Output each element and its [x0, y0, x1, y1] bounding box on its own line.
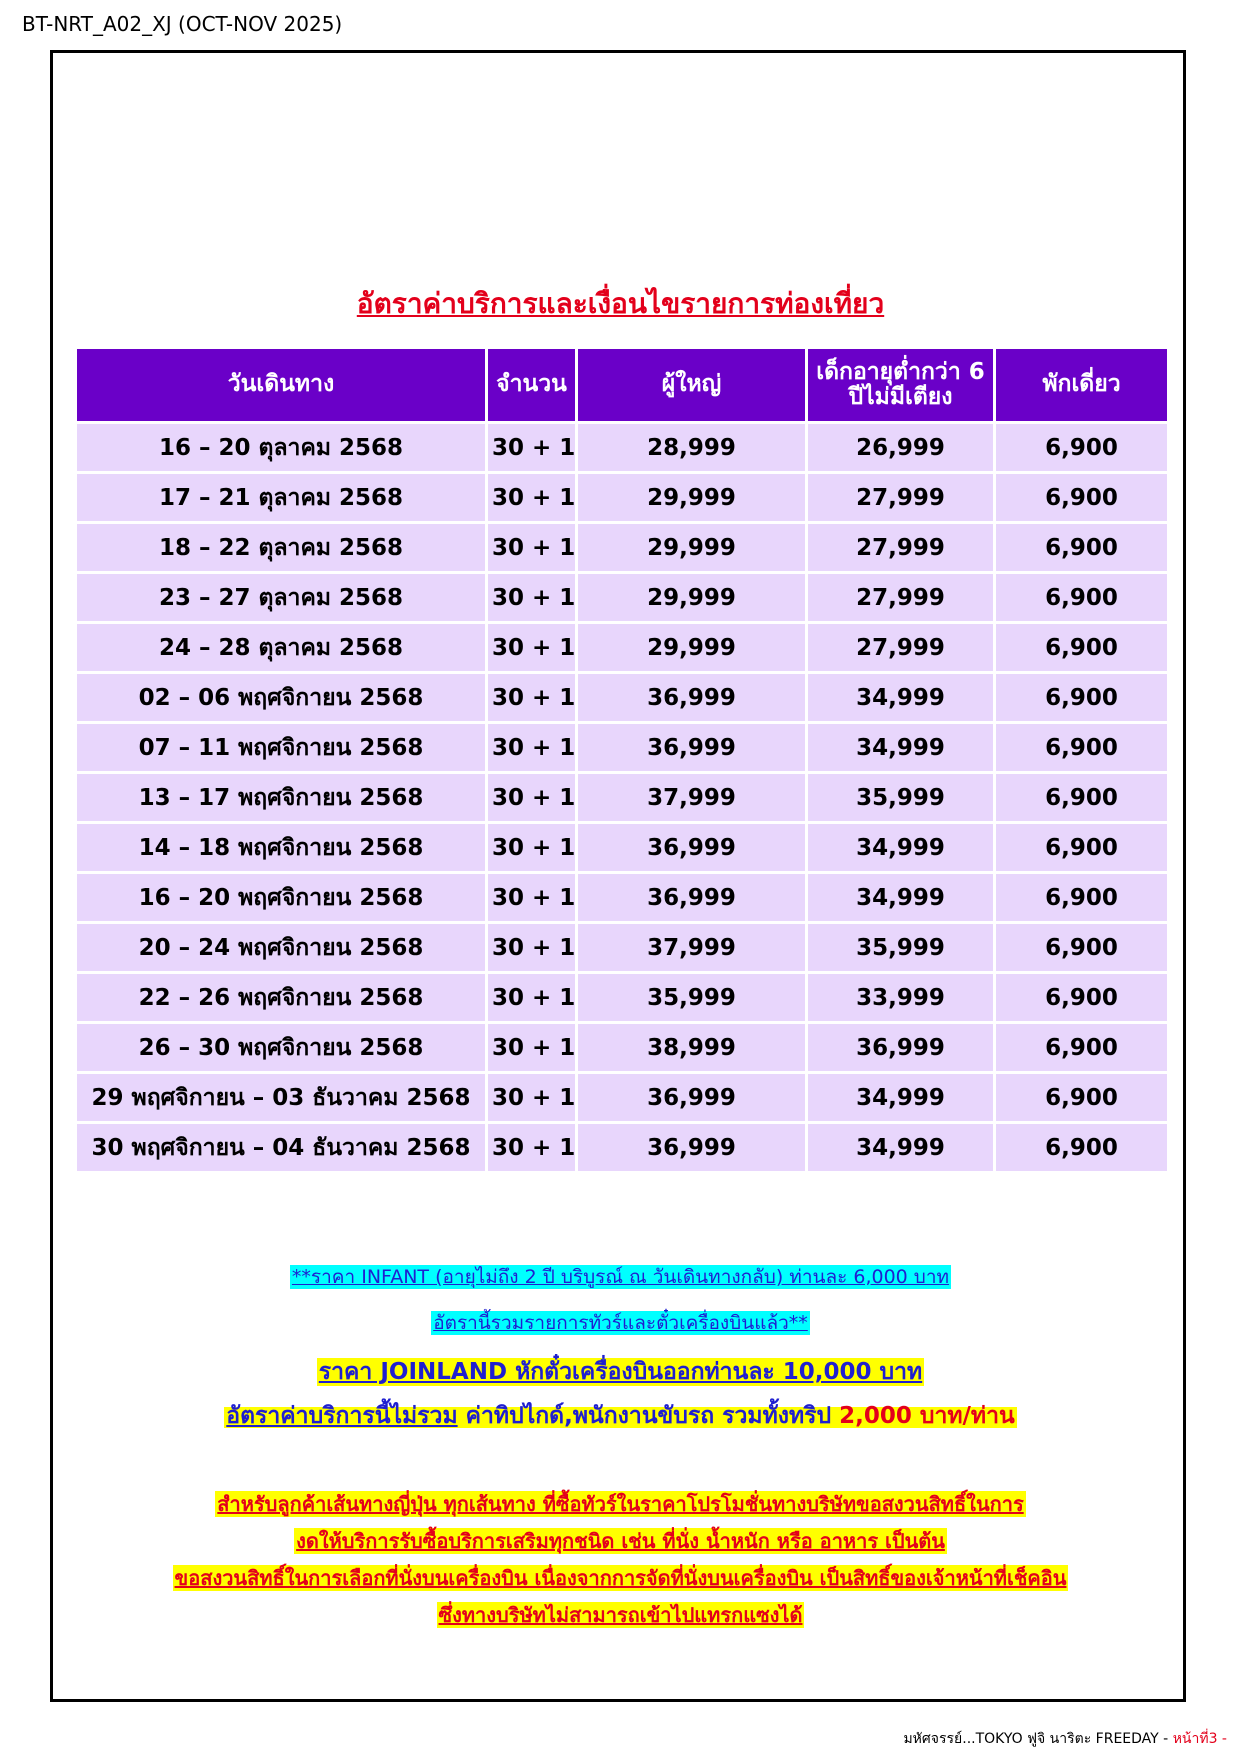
cell-adult-price: 28,999	[578, 424, 805, 471]
cell-adult-price: 36,999	[578, 1074, 805, 1121]
cell-quantity: 30 + 1	[488, 924, 575, 971]
cell-adult-price: 37,999	[578, 774, 805, 821]
cell-adult-price: 29,999	[578, 524, 805, 571]
cell-single-supplement: 6,900	[996, 974, 1167, 1021]
table-row	[77, 424, 1167, 471]
cell-travel-date: 26 – 30 พฤศจิกายน 2568	[77, 1024, 485, 1071]
cell-travel-date: 22 – 26 พฤศจิกายน 2568	[77, 974, 485, 1021]
header-travel-date: วันเดินทาง	[77, 349, 485, 421]
table-row	[77, 824, 1167, 871]
cell-travel-date: 17 – 21 ตุลาคม 2568	[77, 474, 485, 521]
table-row	[77, 724, 1167, 771]
table-row	[77, 1124, 1167, 1171]
cell-travel-date: 02 – 06 พฤศจิกายน 2568	[77, 674, 485, 721]
japan-note-line: งดให้บริการรับซื้อบริการเสริมทุกชนิด เช่น ที่นั่ง น้ำหนัก หรือ อาหาร เป็นต้น	[296, 1529, 945, 1553]
cell-child-price: 34,999	[808, 1074, 993, 1121]
cell-child-price: 27,999	[808, 524, 993, 571]
document-code: BT-NRT_A02_XJ (OCT-NOV 2025)	[22, 12, 343, 36]
header-child-no-bed: เด็กอายุต่ำกว่า 6 ปีไม่มีเตียง	[808, 349, 993, 421]
cell-single-supplement: 6,900	[996, 724, 1167, 771]
cell-quantity: 30 + 1	[488, 1074, 575, 1121]
table-row	[77, 674, 1167, 721]
cell-child-price: 27,999	[808, 474, 993, 521]
cell-quantity: 30 + 1	[488, 424, 575, 471]
table-row	[77, 1024, 1167, 1071]
joinland-note: ราคา JOINLAND หักตั๋วเครื่องบินออกท่านละ 10,000 บาท	[318, 1359, 923, 1385]
cell-travel-date: 14 – 18 พฤศจิกายน 2568	[77, 824, 485, 871]
cell-child-price: 26,999	[808, 424, 993, 471]
cell-single-supplement: 6,900	[996, 574, 1167, 621]
table-row	[77, 924, 1167, 971]
header-quantity: จำนวน	[488, 349, 575, 421]
cell-child-price: 27,999	[808, 624, 993, 671]
cell-adult-price: 37,999	[578, 924, 805, 971]
cell-adult-price: 35,999	[578, 974, 805, 1021]
table-row	[77, 874, 1167, 921]
table-row	[77, 574, 1167, 621]
cell-quantity: 30 + 1	[488, 824, 575, 871]
page-footer	[903, 1728, 1227, 1750]
cell-adult-price: 29,999	[578, 624, 805, 671]
cell-child-price: 33,999	[808, 974, 993, 1021]
japan-note-line: สำหรับลูกค้าเส้นทางญี่ปุ่น ทุกเส้นทาง ที่ซื้อทัวร์ในราคาโปรโมชั่นทางบริษัทขอสงวนสิทธิ์ในการ	[217, 1492, 1024, 1516]
table-row	[77, 774, 1167, 821]
cell-single-supplement: 6,900	[996, 774, 1167, 821]
cell-adult-price: 36,999	[578, 674, 805, 721]
cell-child-price: 36,999	[808, 1024, 993, 1071]
cell-single-supplement: 6,900	[996, 824, 1167, 871]
cell-travel-date: 23 – 27 ตุลาคม 2568	[77, 574, 485, 621]
cell-adult-price: 36,999	[578, 874, 805, 921]
cell-child-price: 27,999	[808, 574, 993, 621]
page-title: อัตราค่าบริการและเงื่อนไขรายการท่องเที่ยว	[356, 287, 885, 320]
cell-travel-date: 18 – 22 ตุลาคม 2568	[77, 524, 485, 571]
table-row	[77, 474, 1167, 521]
cell-single-supplement: 6,900	[996, 1024, 1167, 1071]
cell-travel-date: 16 – 20 พฤศจิกายน 2568	[77, 874, 485, 921]
japan-note-line: ซึ่งทางบริษัทไม่สามารถเข้าไปแทรกแซงได้	[438, 1603, 803, 1627]
cell-quantity: 30 + 1	[488, 1024, 575, 1071]
cell-child-price: 34,999	[808, 674, 993, 721]
cell-child-price: 35,999	[808, 924, 993, 971]
footer-text: มหัศจรรย์...TOKYO ฟูจิ นาริตะ FREEDAY -	[903, 1731, 1173, 1747]
cell-travel-date: 07 – 11 พฤศจิกายน 2568	[77, 724, 485, 771]
cell-child-price: 34,999	[808, 724, 993, 771]
cell-single-supplement: 6,900	[996, 524, 1167, 571]
rates-table	[74, 346, 1170, 1174]
table-row	[77, 524, 1167, 571]
cell-adult-price: 36,999	[578, 824, 805, 871]
cell-adult-price: 29,999	[578, 574, 805, 621]
cell-single-supplement: 6,900	[996, 1124, 1167, 1171]
cell-quantity: 30 + 1	[488, 474, 575, 521]
cell-child-price: 34,999	[808, 874, 993, 921]
cell-child-price: 34,999	[808, 1124, 993, 1171]
cell-quantity: 30 + 1	[488, 774, 575, 821]
table-row	[77, 624, 1167, 671]
cell-single-supplement: 6,900	[996, 424, 1167, 471]
cell-child-price: 35,999	[808, 774, 993, 821]
cell-single-supplement: 6,900	[996, 674, 1167, 721]
cell-quantity: 30 + 1	[488, 674, 575, 721]
page-number: หน้าที่3 -	[1172, 1731, 1227, 1747]
exclusion-detail: ค่าทิปไกด์,พนักงานขับรถ รวมทั้งทริป	[457, 1403, 840, 1429]
exclusion-note	[224, 1403, 1016, 1429]
cell-quantity: 30 + 1	[488, 574, 575, 621]
cell-travel-date: 13 – 17 พฤศจิกายน 2568	[77, 774, 485, 821]
notes-section	[0, 1262, 1241, 1636]
cell-adult-price: 36,999	[578, 724, 805, 771]
table-row	[77, 1074, 1167, 1121]
table-body	[77, 424, 1167, 1171]
cell-quantity: 30 + 1	[488, 874, 575, 921]
table-row	[77, 974, 1167, 1021]
cell-travel-date: 16 – 20 ตุลาคม 2568	[77, 424, 485, 471]
included-note: อัตรานี้รวมรายการทัวร์และตั๋วเครื่องบินแล้ว**	[433, 1312, 808, 1334]
cell-quantity: 30 + 1	[488, 724, 575, 771]
cell-single-supplement: 6,900	[996, 1074, 1167, 1121]
header-single-supplement: พักเดี่ยว	[996, 349, 1167, 421]
cell-quantity: 30 + 1	[488, 524, 575, 571]
header-adult: ผู้ใหญ่	[578, 349, 805, 421]
cell-adult-price: 29,999	[578, 474, 805, 521]
cell-single-supplement: 6,900	[996, 624, 1167, 671]
cell-travel-date: 30 พฤศจิกายน – 04 ธันวาคม 2568	[77, 1124, 485, 1171]
cell-quantity: 30 + 1	[488, 1124, 575, 1171]
cell-single-supplement: 6,900	[996, 924, 1167, 971]
exclusion-label: อัตราค่าบริการนี้ไม่รวม	[226, 1403, 458, 1429]
cell-travel-date: 24 – 28 ตุลาคม 2568	[77, 624, 485, 671]
cell-adult-price: 38,999	[578, 1024, 805, 1071]
japan-note-line: ขอสงวนสิทธิ์ในการเลือกที่นั่งบนเครื่องบิน เนื่องจากการจัดที่นั่งบนเครื่องบิน เป็นสิทธิ์ของเจ้าหน้าที่เช็คอิน	[174, 1566, 1067, 1590]
cell-quantity: 30 + 1	[488, 974, 575, 1021]
cell-travel-date: 29 พฤศจิกายน – 03 ธันวาคม 2568	[77, 1074, 485, 1121]
infant-price-note: **ราคา INFANT (อายุไม่ถึง 2 ปี บริบูรณ์ ณ วันเดินทางกลับ) ท่านละ 6,000 บาท	[291, 1266, 950, 1288]
table-header-row	[77, 349, 1167, 421]
cell-child-price: 34,999	[808, 824, 993, 871]
cell-single-supplement: 6,900	[996, 874, 1167, 921]
cell-quantity: 30 + 1	[488, 624, 575, 671]
cell-travel-date: 20 – 24 พฤศจิกายน 2568	[77, 924, 485, 971]
cell-adult-price: 36,999	[578, 1124, 805, 1171]
cell-single-supplement: 6,900	[996, 474, 1167, 521]
exclusion-amount: 2,000 บาท/ท่าน	[839, 1403, 1015, 1429]
